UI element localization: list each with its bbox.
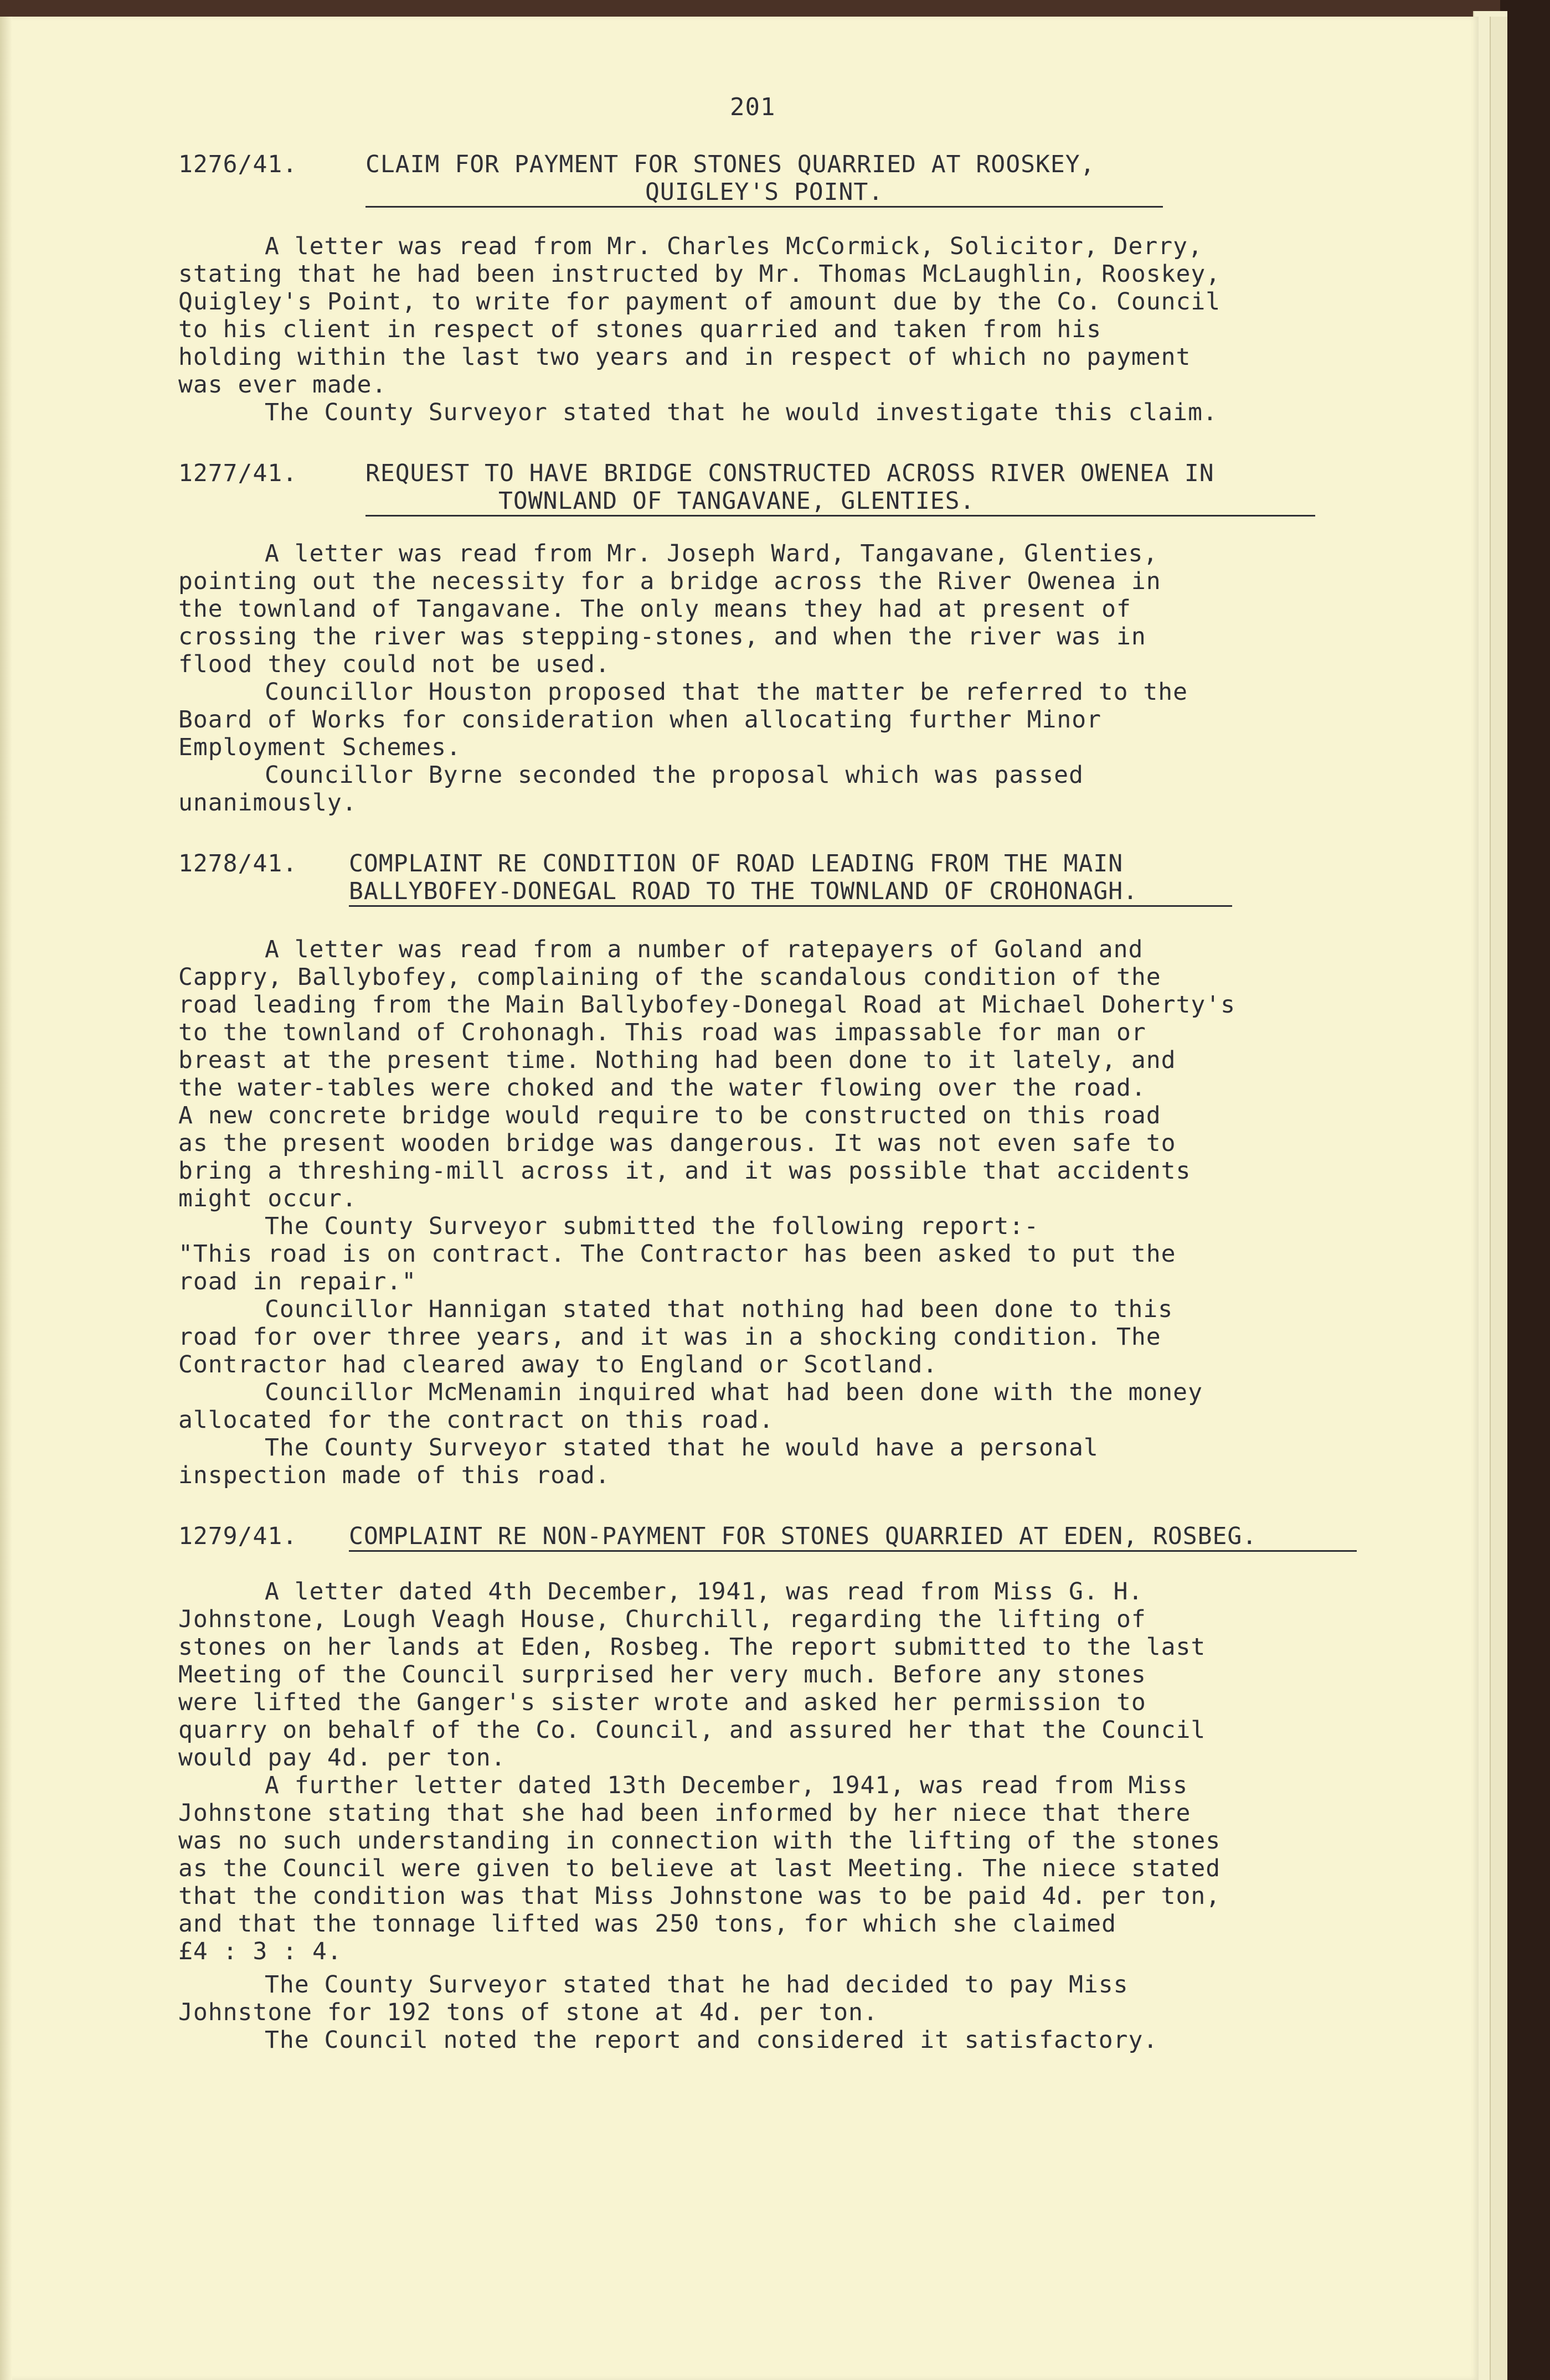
body-line: road leading from the Main Ballybofey-Donegal Road at Michael Doherty's	[178, 991, 1236, 1019]
body-line: the townland of Tangavane. The only means they had at present of	[178, 595, 1131, 623]
body-line: Councillor McMenamin inquired what had been done with the money	[265, 1379, 1203, 1406]
body-line: to the townland of Crohonagh. This road was impassable for man or	[178, 1019, 1146, 1046]
background-right	[1500, 0, 1550, 2380]
body-line: as the present wooden bridge was dangerous. It was not even safe to	[178, 1129, 1176, 1157]
body-line: A letter was read from Mr. Joseph Ward, Tangavane, Glenties,	[265, 540, 1158, 567]
heading-underline	[349, 905, 1232, 907]
body-line: Cappry, Ballybofey, complaining of the scandalous condition of the	[178, 963, 1161, 991]
body-line: Councillor Hannigan stated that nothing had been done to this	[265, 1295, 1173, 1323]
body-line: allocated for the contract on this road.	[178, 1406, 774, 1434]
body-line: Johnstone, Lough Veagh House, Churchill, regarding the lifting of	[178, 1605, 1146, 1633]
body-line: A letter was read from a number of ratepayers of Goland and	[265, 936, 1144, 963]
body-line: flood they could not be used.	[178, 651, 610, 678]
section-heading: CLAIM FOR PAYMENT FOR STONES QUARRIED AT ROOSKEY,	[365, 151, 1095, 178]
section-heading: TOWNLAND OF TANGAVANE, GLENTIES.	[498, 487, 975, 515]
body-line: Contractor had cleared away to England or Scotland.	[178, 1351, 938, 1379]
body-line: The County Surveyor stated that he had decided to pay Miss	[265, 1971, 1129, 1999]
body-line: A letter dated 4th December, 1941, was read from Miss G. H.	[265, 1578, 1144, 1605]
body-line: quarry on behalf of the Co. Council, and assured her that the Council	[178, 1716, 1206, 1744]
body-line: breast at the present time. Nothing had been done to it lately, and	[178, 1046, 1176, 1074]
body-line: would pay 4d. per ton.	[178, 1744, 506, 1772]
section-heading: COMPLAINT RE CONDITION OF ROAD LEADING FROM THE MAIN	[349, 850, 1124, 877]
body-line: The County Surveyor submitted the following report:-	[265, 1212, 1039, 1240]
body-line: stones on her lands at Eden, Rosbeg. The report submitted to the last	[178, 1633, 1206, 1661]
body-line: Employment Schemes.	[178, 734, 461, 761]
underlying-page-edge-2	[1490, 17, 1507, 2380]
section-heading: QUIGLEY'S POINT.	[645, 178, 884, 206]
body-line: to his client in respect of stones quarried and taken from his	[178, 316, 1102, 343]
body-line: and that the tonnage lifted was 250 tons, for which she claimed	[178, 1910, 1116, 1938]
body-line: unanimously.	[178, 789, 357, 817]
body-line: A further letter dated 13th December, 1941, was read from Miss	[265, 1772, 1188, 1799]
body-line: The County Surveyor stated that he would have a personal	[265, 1434, 1099, 1462]
body-line: bring a threshing-mill across it, and it was possible that accidents	[178, 1157, 1191, 1185]
body-line: Councillor Houston proposed that the matter be referred to the	[265, 678, 1188, 706]
body-line: Johnstone for 192 tons of stone at 4d. per ton.	[178, 1999, 878, 2026]
body-line: might occur.	[178, 1185, 357, 1212]
heading-underline	[349, 1550, 1357, 1552]
body-line: Quigley's Point, to write for payment of amount due by the Co. Council	[178, 288, 1221, 316]
page-number: 201	[730, 93, 776, 121]
body-line: "This road is on contract. The Contractor has been asked to put the	[178, 1240, 1176, 1268]
body-line: stating that he had been instructed by Mr. Thomas McLaughlin, Rooskey,	[178, 260, 1221, 288]
body-line: was no such understanding in connection with the lifting of the stones	[178, 1827, 1221, 1855]
body-line: Councillor Byrne seconded the proposal which was passed	[265, 761, 1084, 789]
section-heading: REQUEST TO HAVE BRIDGE CONSTRUCTED ACROSS RIVER OWENEA IN	[365, 460, 1214, 487]
body-line: road for over three years, and it was in a shocking condition. The	[178, 1323, 1161, 1351]
body-line: road in repair."	[178, 1268, 417, 1295]
body-line: that the condition was that Miss Johnstone was to be paid 4d. per ton,	[178, 1882, 1221, 1910]
page-gutter	[0, 17, 12, 2380]
body-line: Meeting of the Council surprised her very much. Before any stones	[178, 1661, 1146, 1689]
body-line: the water-tables were choked and the water flowing over the road.	[178, 1074, 1146, 1102]
section-number: 1278/41.	[178, 850, 298, 877]
body-line: Johnstone stating that she had been informed by her niece that there	[178, 1799, 1191, 1827]
body-line: £4 : 3 : 4.	[178, 1938, 342, 1965]
body-line: A letter was read from Mr. Charles McCormick, Solicitor, Derry,	[265, 233, 1203, 260]
section-number: 1276/41.	[178, 151, 298, 178]
body-line: as the Council were given to believe at last Meeting. The niece stated	[178, 1855, 1221, 1882]
heading-underline	[365, 206, 1163, 208]
section-number: 1279/41.	[178, 1522, 298, 1550]
body-line: were lifted the Ganger's sister wrote and asked her permission to	[178, 1689, 1146, 1716]
body-line: The Council noted the report and considered it satisfactory.	[265, 2026, 1158, 2054]
body-line: inspection made of this road.	[178, 1462, 610, 1489]
body-line: A new concrete bridge would require to be constructed on this road	[178, 1102, 1161, 1129]
body-line: holding within the last two years and in respect of which no payment	[178, 343, 1191, 371]
section-heading: BALLYBOFEY-DONEGAL ROAD TO THE TOWNLAND OF CROHONAGH.	[349, 877, 1139, 905]
body-line: pointing out the necessity for a bridge across the River Owenea in	[178, 567, 1161, 595]
section-number: 1277/41.	[178, 460, 298, 487]
body-line: The County Surveyor stated that he would investigate this claim.	[265, 399, 1218, 426]
heading-underline	[365, 515, 1315, 517]
body-line: crossing the river was stepping-stones, and when the river was in	[178, 623, 1146, 651]
body-line: was ever made.	[178, 371, 387, 399]
section-heading: COMPLAINT RE NON-PAYMENT FOR STONES QUARRIED AT EDEN, ROSBEG.	[349, 1522, 1258, 1550]
body-line: Board of Works for consideration when allocating further Minor	[178, 706, 1102, 734]
